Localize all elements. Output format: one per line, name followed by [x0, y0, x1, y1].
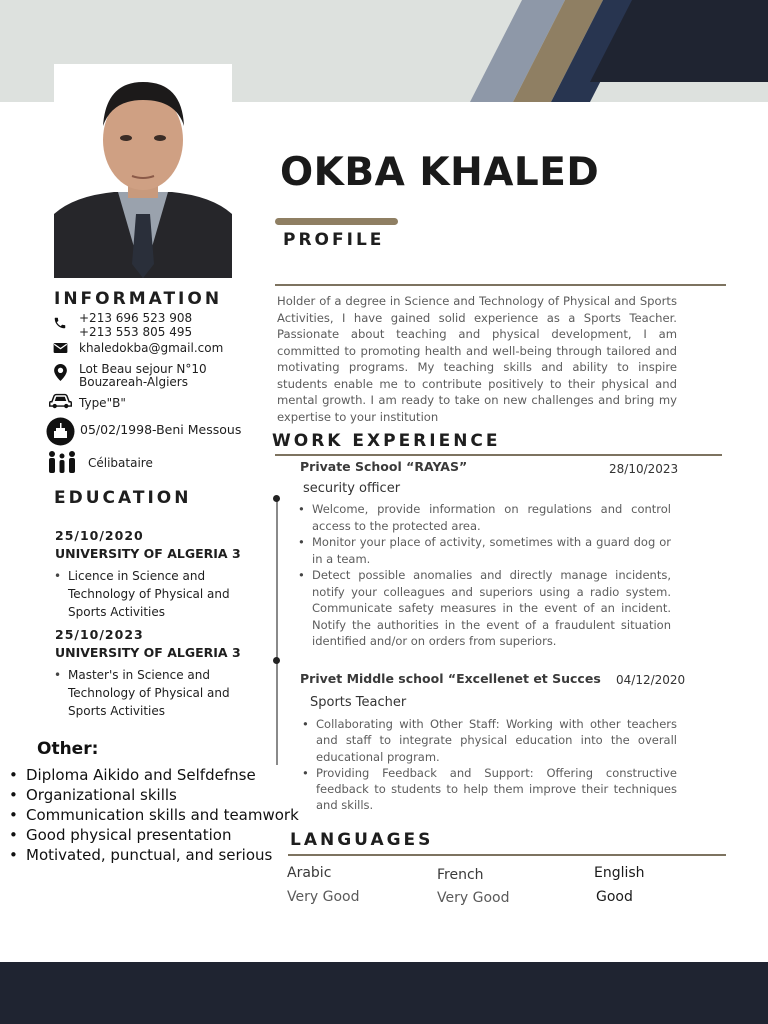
- education-school: UNIVERSITY OF ALGERIA 3: [55, 546, 241, 561]
- job-duties: [298, 501, 671, 650]
- birthday-cake-icon: [46, 417, 75, 446]
- footer-band: [0, 962, 768, 1024]
- education-details: [54, 666, 230, 720]
- language-level: Very Good: [287, 889, 360, 905]
- name-accent-bar: [275, 218, 398, 225]
- education-date: 25/10/2023: [55, 627, 144, 642]
- education-detail-item: • Licence in Science and Technology of Physical and Sports Activities: [54, 567, 230, 621]
- family-icon: [46, 450, 78, 474]
- job-duty-item: • Collaborating with Other Staff: Working with other teachers and staff to integrate physical education into the overall educational program.: [302, 716, 677, 765]
- decorative-stripes: [470, 0, 768, 102]
- language-name: Arabic: [287, 865, 332, 881]
- work-divider: [275, 454, 722, 456]
- job-duty-item: • Monitor your place of activity, sometimes with a guard dog or in a team.: [298, 534, 671, 567]
- other-item: • Good physical presentation: [0, 825, 299, 845]
- education-heading: EDUCATION: [54, 488, 192, 508]
- education-school: UNIVERSITY OF ALGERIA 3: [55, 645, 241, 660]
- language-name: English: [594, 865, 645, 881]
- language-name: French: [437, 867, 484, 883]
- address-line-2: Bouzareah-Algiers: [79, 375, 188, 389]
- phone-icon: [53, 316, 67, 330]
- job-duty-item: • Detect possible anomalies and directly manage incidents, notify your colleagues and superiors using a radio system. Communicate safety measures in the event of an incident. Notify the authorities in the event of a fraudulent situation identified and/or on orders from superiors.: [298, 567, 671, 650]
- profile-divider: [275, 284, 726, 286]
- birth-date-place: 05/02/1998-Beni Messous: [80, 422, 242, 437]
- profile-text: Holder of a degree in Science and Technology of Physical and Sports Activities, I have gained solid experience as a Sports Teacher. Passionate about teaching and physical development, I am committed to promoting health and well-being through tailored and motivating programs. My teaching skills and ability to inspire students enable me to contribute positively to their physical and mental growth. I am ready to take on new challenges and bring my expertise to your institution: [277, 294, 677, 424]
- full-name: OKBA KHALED: [280, 150, 600, 195]
- other-item: • Organizational skills: [0, 785, 299, 805]
- address-line-1: Lot Beau sejour N°10: [79, 362, 207, 376]
- language-level: Good: [596, 889, 633, 905]
- job-duties: [302, 716, 677, 814]
- information-heading: INFORMATION: [54, 289, 223, 309]
- phone-number-2: +213 553 805 495: [79, 325, 193, 339]
- job-duty-item: • Providing Feedback and Support: Offering constructive feedback to students to help them improve their techniques and skills.: [302, 765, 677, 814]
- marital-status: Célibataire: [88, 456, 153, 470]
- job-role: security officer: [303, 481, 401, 496]
- other-item: • Motivated, punctual, and serious: [0, 845, 299, 865]
- job-date: 28/10/2023: [609, 462, 679, 476]
- work-experience-heading: WORK EXPERIENCE: [272, 431, 501, 451]
- timeline-dot: [273, 657, 280, 664]
- other-item: • Diploma Aikido and Selfdefnse: [0, 765, 299, 785]
- email-address: khaledokba@gmail.com: [79, 341, 224, 355]
- job-date: 04/12/2020: [616, 673, 686, 687]
- education-date: 25/10/2020: [55, 528, 144, 543]
- job-duty-item: • Welcome, provide information on regulations and control access to the protected area.: [298, 501, 671, 534]
- languages-heading: LANGUAGES: [290, 830, 434, 850]
- timeline-line: [276, 498, 278, 765]
- other-item: • Communication skills and teamwork: [0, 805, 299, 825]
- languages-divider: [288, 854, 726, 856]
- driving-license: Type"B": [79, 396, 126, 410]
- timeline-dot: [273, 495, 280, 502]
- profile-heading: PROFILE: [283, 230, 385, 250]
- education-detail-item: • Master's in Science and Technology of Physical and Sports Activities: [54, 666, 230, 720]
- job-employer: Privet Middle school “Excellenet et Succes: [300, 671, 601, 686]
- language-level: Very Good: [437, 890, 510, 906]
- job-employer: Private School “RAYAS”: [300, 459, 468, 474]
- email-icon: [53, 342, 68, 354]
- job-role: Sports Teacher: [310, 695, 407, 710]
- education-details: [54, 567, 230, 621]
- phone-number-1: +213 696 523 908: [79, 311, 193, 325]
- car-icon: [49, 393, 72, 409]
- other-skills-list: [0, 765, 299, 865]
- profile-photo: [54, 64, 232, 278]
- other-heading: Other:: [37, 739, 99, 759]
- location-icon: [54, 364, 67, 381]
